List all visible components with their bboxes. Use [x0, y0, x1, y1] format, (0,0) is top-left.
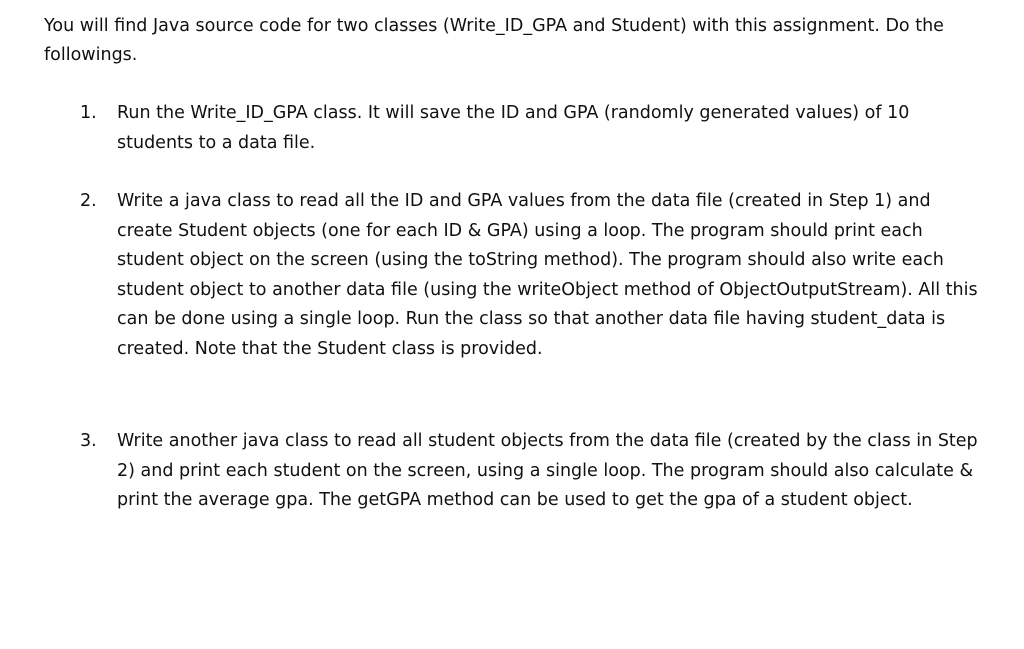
list-item-text: Write another java class to read all student objects from the data file (created by the class in Step 2) and print each student on the screen, using a single loop. The program should also calculate & print the average gpa. The getGPA method can be used to get the gpa of a student object.	[117, 431, 978, 510]
list-item-number: 3.	[80, 431, 97, 451]
list-item-text: Write a java class to read all the ID and GPA values from the data file (created in Step 1) and create Student objects (one for each ID & GPA) using a loop. The program should print each student object on the screen (using the toString method). The program should also write each student object to another data file (using the writeObject method of ObjectOutputStream). All this can be done using a single loop. Run the class so that another data file having student_data is created. Note that the Student class is provided.	[117, 191, 978, 359]
list-item	[0, 99, 1024, 187]
list-item-number: 1.	[80, 103, 97, 123]
list-item-number: 2.	[80, 191, 97, 211]
list-item-text: Run the Write_ID_GPA class. It will save the ID and GPA (randomly generated values) of 10 students to a data file.	[117, 103, 910, 153]
list-item	[0, 427, 1024, 557]
instruction-list	[0, 99, 1024, 557]
intro-paragraph: You will find Java source code for two classes (Write_ID_GPA and Student) with this assignment. Do the followings.	[44, 16, 944, 65]
list-item	[0, 187, 1024, 427]
